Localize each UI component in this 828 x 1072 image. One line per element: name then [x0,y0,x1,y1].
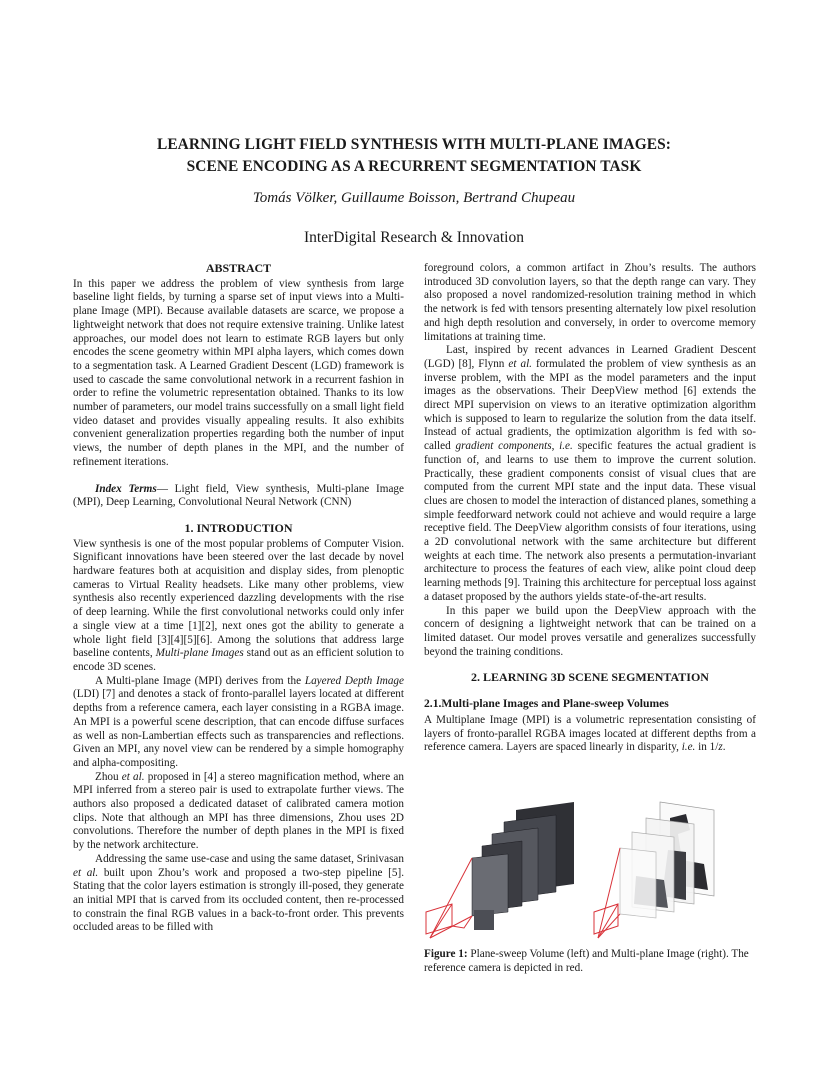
intro-p3-em: et al. [121,770,145,783]
paper-title [0,134,828,178]
figure-1-caption-label: Figure 1: [424,948,468,960]
figure-1-caption-text: Plane-sweep Volume (left) and Multi-plane Image (right). The reference camera is depicted in red. [424,948,749,974]
figure-1-caption [424,948,760,975]
right-p2-em1: et al. [508,357,532,370]
subsection-2-1-heading: 2.1.Multi-plane Images and Plane-sweep Volumes [424,697,669,711]
intro-p2-em: Layered Depth Image [304,674,404,687]
title-line-2: SCENE ENCODING AS A RECURRENT SEGMENTATION TASK [186,158,642,175]
index-terms [73,483,404,510]
abstract-heading: ABSTRACT [205,261,272,275]
psv-layer-5 [472,854,508,916]
right-p2-d: specific features the actual gradient is function of, and learns to use them to improve the current solution. Practically, these gradient components consist of visual clues that are computed from the current MPI state and the input data. These visual clues are chosen to model the interaction of distanced planes, something a simple feedforward network could not achieve and would require a large receptive field. The DeepView algorithm consists of four iterations, using a 2D convolutional network with the same architecture but different weights at each time. The network also presents a permutation-invariant architecture to process the features of each view, alike point cloud deep learning methods [9]. Training this architecture for perceptual loss against a dataset proposed by the authors yields state-of-the-art results. [424,440,757,603]
index-terms-label: Index Terms [95,482,157,495]
right-paragraph-1: foreground colors, a common artifact in Zhou’s results. The authors introduced 3D convolution layers, so that the depth range can vary. They also proposed a novel randomized-resolution training method in which the network is fed with tensors presenting alternately low pixel resolution and high depth resolution and conversely, in order to overcome memory limitations at training time. [424,262,756,343]
affiliation: InterDigital Research & Innovation [304,229,524,246]
mpi-layer-4 [620,848,656,918]
right-p2-em3: i.e. [559,440,573,453]
right-p2-c: , [551,440,560,453]
abstract-text: In this paper we address the problem of view synthesis from large baseline light fields, by turning a sparse set of input views into a Multi-plane Image (MPI). Because available datasets are scarce, we propose a lightweight network that does not require extensive training. Unlike latest approaches, our model does not learn to estimate RGB layers but only encodes the scene geometry within MPI alpha layers, which comes down to a segmentation task. A Learned Gradient Descent (LGD) framework is used to cascade the same convolutional network in a recurrent fashion in order to refine the volumetric representation obtained. Thanks to its low number of parameters, our model trains successfully on a small light field video dataset and provides visually appealing results. It also exhibits convenient generalization properties regarding both the number of input views, the number of depth planes in the MPI, and the number of refinement iterations. [73,277,404,468]
psv-camera-frustum [426,858,472,938]
plane-sweep-volume [426,802,574,938]
right-p4-c: . [722,741,726,754]
intro-p2-a: A Multi-plane Image (MPI) derives from the [95,674,305,687]
right-paragraph-2 [424,344,756,604]
right-p4-em: i.e. [681,741,696,754]
intro-p4-a: Addressing the same use-case and using the same dataset, Srinivasan [95,852,404,865]
right-p4-b: in 1/ [695,741,719,754]
intro-paragraph-1 [73,538,404,675]
left-column [73,262,404,935]
intro-paragraph-2 [73,675,404,771]
right-p2-a: Last, inspired by recent advances in Learned Gradient Descent (LGD) [8], Flynn [424,344,756,370]
mpi-camera-frustum [594,848,620,938]
intro-p3-b: proposed in [4] a stereo magnification method, where an MPI inferred from a stereo pair is used to extrapolate further views. The authors also proposed a dedicated dataset of calibrated camera motion clips. Note that although an MPI has three dimensions, Zhou uses 2D convolutions. Therefore the number of depth planes in the MPI is fixed by the network architecture. [73,770,404,852]
right-paragraph-4 [424,714,756,755]
intro-p1-em: Multi-plane Images [155,647,244,660]
index-terms-text: — Light field, View synthesis, Multi-plane Image (MPI), Deep Learning, Convolutional Neural Network (CNN) [73,482,404,509]
intro-p2-b: (LDI) [7] and denotes a stack of fronto-parallel layers located at different depths from a reference camera, each layer consisting in a RGBA image. An MPI is a powerful scene description, that can encode diffuse surfaces as well as non-Lambertian effects such as transparencies and reflections. Given an MPI, any novel view can be rendered by a simple homography and alpha-compositing. [73,688,404,769]
right-p4-a: A Multiplane Image (MPI) is a volumetric representation consisting of layers of fronto-parallel RGBA images located at different depths from a reference camera. Layers are spaced linearly in disparity, [424,713,756,754]
intro-paragraph-3 [73,771,404,853]
psv-small-layer [474,910,494,930]
intro-p3-a: Zhou [95,770,122,783]
intro-p1-text: View synthesis is one of the most popular problems of Computer Vision. Significant innovations have been steered over the last decade by novel hardware features both at acquisition and display sides, from plenoptic cameras to Virtual Reality headsets. Like many other problems, view synthesis also recently experienced dazzling developments with the rise of deep learning. While the first convolutional networks could only infer a single view at a time [1][2], next ones got the ability to generate a whole light field [3][4][5][6]. Among the solutions that address large baseline contents, [73,537,404,660]
authors: Tomás Völker, Guillaume Boisson, Bertrand Chupeau [252,190,576,206]
figure-1 [424,800,760,942]
right-p4-z: z [718,741,723,754]
intro-p1-end: stand out as an efficient solution to encode 3D scenes. [73,647,405,673]
title-line-1: LEARNING LIGHT FIELD SYNTHESIS WITH MULTI-PLANE IMAGES: [156,136,672,153]
right-column [424,262,756,755]
intro-paragraph-4 [73,853,404,935]
right-paragraph-3: In this paper we build upon the DeepView approach with the concern of designing a lightweight network that can be trained on a limited dataset. Our model proves versatile and generalizes successfully beyond the training conditions. [424,604,756,658]
right-p2-b: formulated the problem of view synthesis as an inverse problem, with the MPI as the model parameters and the input images as the observations. Their DeepView method [6] extends the direct MPI supervision on views to an iterative optimization algorithm which is supposed to learn to regularize the solution from the data itself. Instead of actual gradients, the optimization algorithm is fed with so-called [424,357,756,453]
intro-p4-b: built upon Zhou’s work and proposed a two-step pipeline [5]. Stating that the color layers estimation is strongly ill-posed, they generate an initial MPI that is carved from its occluded content, then re-processed to constrain the final RGB values in a back-to-front order. This prevents occluded areas to be filled with [73,866,404,934]
intro-heading: 1. INTRODUCTION [184,520,293,535]
section-2-heading: 2. LEARNING 3D SCENE SEGMENTATION [471,670,709,685]
right-p2-em2: gradient components [455,440,552,453]
multi-plane-image [594,802,714,938]
intro-p4-em: et al. [73,866,99,879]
